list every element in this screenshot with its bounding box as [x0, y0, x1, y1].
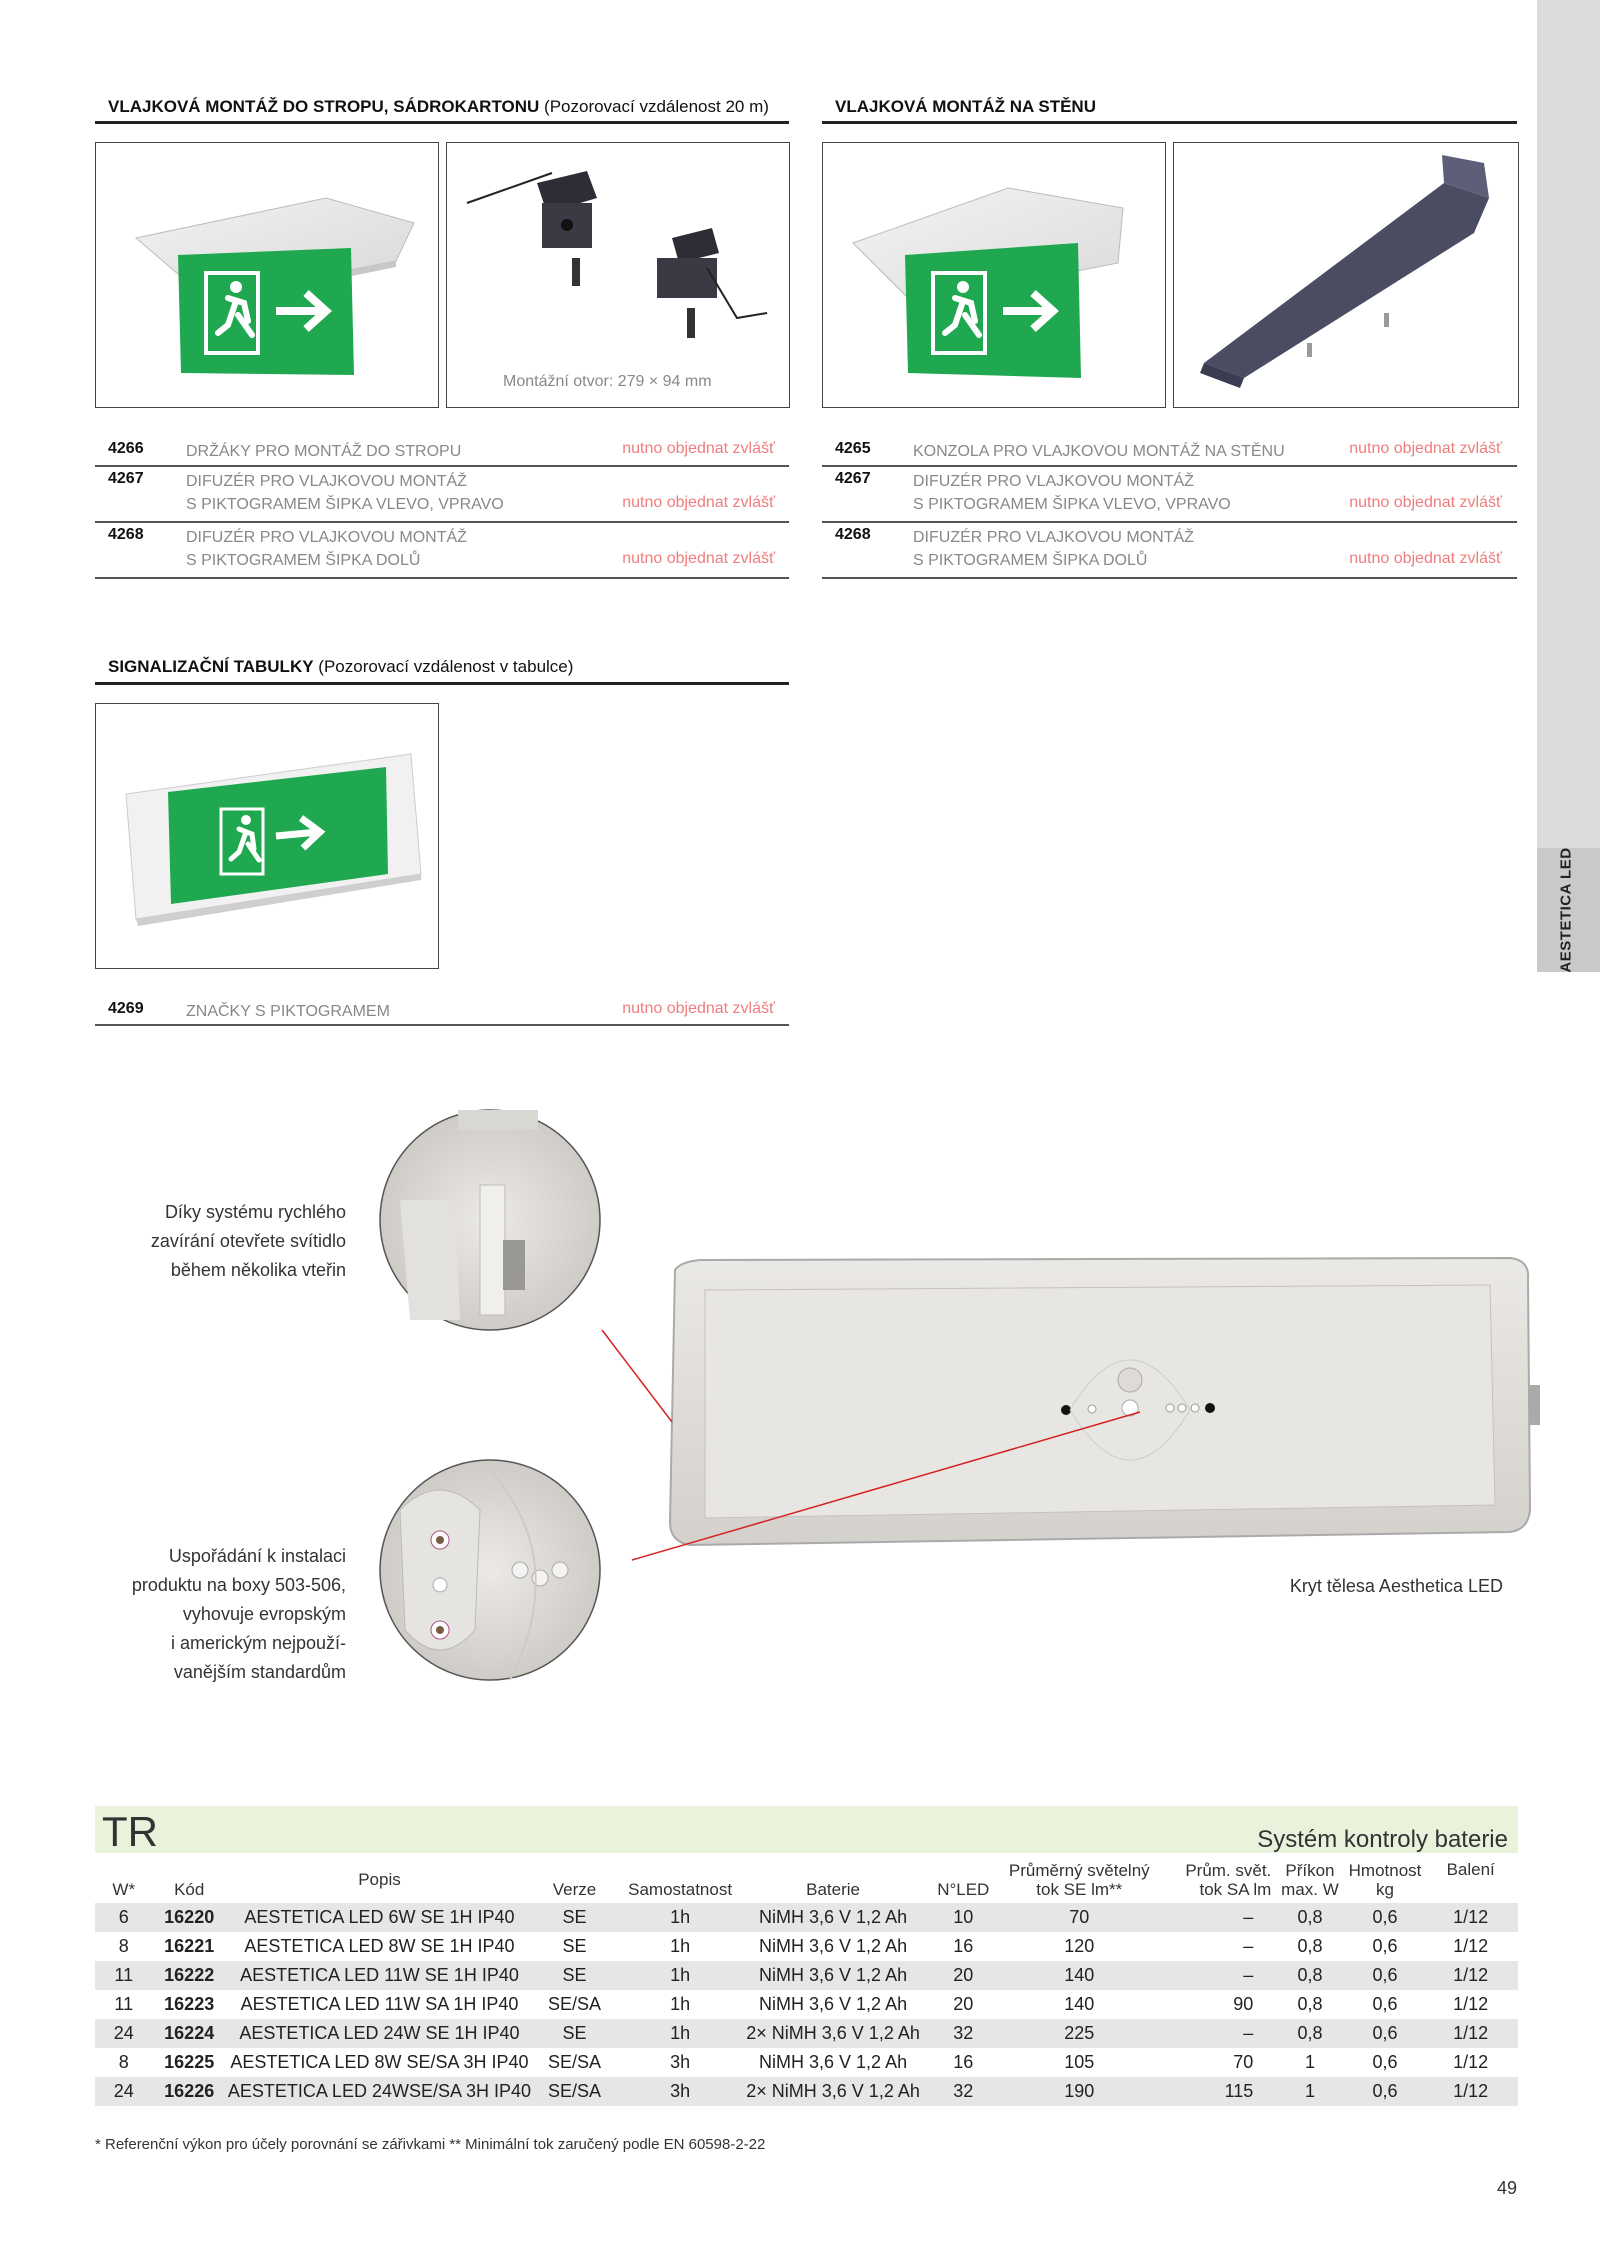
- table-cell-flux-se: 120: [1064, 1936, 1095, 1956]
- product-detail-illustration: [370, 1090, 1540, 1750]
- table-cell-nled: 32: [922, 2077, 1005, 2106]
- exit-sign-green-icon: [178, 248, 354, 375]
- table-cell-pack: 1/12: [1423, 1903, 1518, 1932]
- divider: [95, 521, 789, 523]
- exit-sign-green-icon: [905, 243, 1081, 378]
- table-cell-pack: 1/12: [1423, 2077, 1518, 2106]
- product-image-wall-sign: [822, 142, 1166, 408]
- section-title-signs: SIGNALIZAČNÍ TABULKY (Pozorovací vzdálenost v tabulce): [108, 657, 574, 676]
- table-cell-desc: AESTETICA LED 6W SE 1H IP40: [226, 1903, 533, 1932]
- table-cell-w: 8: [118, 1936, 129, 1956]
- table-cell-nled: 16: [953, 1936, 974, 1956]
- table-cell-flux-sa: –: [1154, 1903, 1273, 1932]
- table-cell-weight: 0,6: [1372, 2052, 1398, 2072]
- table-cell-flux-sa: –: [1154, 1961, 1273, 1990]
- table-cell-code: 16223: [164, 1994, 215, 2014]
- table-cell-battery: NiMH 3,6 V 1,2 Ah: [744, 1961, 922, 1990]
- table-cell-flux-se: 105: [1064, 2052, 1095, 2072]
- col-header: Průměrný světelný tok SE lm**: [1008, 1861, 1150, 1899]
- section-title-wall: VLAJKOVÁ MONTÁŽ NA STĚNU: [835, 97, 1096, 116]
- table-cell-autonomy: 1h: [616, 2019, 744, 2048]
- table-cell-weight: 0,6: [1347, 2019, 1424, 2048]
- table-row: [95, 2048, 1518, 2077]
- spec-table: [95, 1860, 1518, 2106]
- table-cell-w: 6: [95, 1903, 152, 1932]
- table-cell-pack: 1/12: [1453, 2052, 1489, 2072]
- table-cell-flux-sa: –: [1154, 2019, 1273, 2048]
- table-cell-weight: 0,6: [1372, 1936, 1398, 1956]
- table-cell-desc: AESTETICA LED 11W SE 1H IP40: [226, 1961, 533, 1990]
- table-cell-power: 1: [1273, 2077, 1346, 2106]
- table-cell-desc: AESTETICA LED 24W SE 1H IP40: [226, 2019, 533, 2048]
- housing-image: [670, 1258, 1540, 1545]
- table-cell-flux-sa: 115: [1154, 2077, 1273, 2106]
- table-cell-nled: 10: [922, 1903, 1005, 1932]
- table-cell-weight: 0,6: [1372, 1994, 1398, 2014]
- table-header-row: [95, 1860, 1518, 1903]
- table-cell-flux-sa: 70: [1233, 2052, 1254, 2072]
- table-cell-nled: 16: [953, 2052, 974, 2072]
- table-cell-battery: 2× NiMH 3,6 V 1,2 Ah: [744, 2077, 922, 2106]
- table-cell-flux-sa: –: [1243, 1936, 1254, 1956]
- divider: [95, 465, 789, 467]
- col-header: Kód: [174, 1880, 205, 1899]
- divider: [95, 1024, 789, 1026]
- table-cell-pack: 1/12: [1453, 1936, 1489, 1956]
- table-cell-autonomy: 1h: [616, 1961, 744, 1990]
- col-header: Popis: [358, 1870, 401, 1889]
- table-cell-autonomy: 1h: [670, 1936, 691, 1956]
- side-tab-label: AESTETICA LED: [1557, 847, 1575, 973]
- table-cell-flux-se: 70: [1005, 1903, 1154, 1932]
- table-row: [95, 2019, 1518, 2048]
- table-cell-version: SE: [562, 1936, 587, 1956]
- table-cell-version: SE: [533, 2019, 616, 2048]
- table-cell-battery: NiMH 3,6 V 1,2 Ah: [759, 1994, 908, 2014]
- table-cell-power: 0,8: [1297, 1994, 1323, 2014]
- table-cell-version: SE/SA: [547, 1994, 601, 2014]
- callout-cover: Kryt tělesa Aesthetica LED: [1289, 1576, 1503, 1596]
- table-cell-version: SE: [533, 1961, 616, 1990]
- table-cell-power: 0,8: [1273, 1903, 1346, 1932]
- table-cell-code: 16224: [152, 2019, 225, 2048]
- table-cell-weight: 0,6: [1347, 2077, 1424, 2106]
- table-row: [95, 1961, 1518, 1990]
- box-mount-detail-image: [380, 1460, 600, 1680]
- table-cell-code: 16220: [152, 1903, 225, 1932]
- col-header: Verze: [552, 1880, 597, 1899]
- table-cell-desc: AESTETICA LED 11W SA 1H IP40: [240, 1994, 519, 2014]
- mount-hole-caption: Montážní otvor: 279 × 94 mm: [503, 373, 712, 390]
- table-cell-version: SE/SA: [533, 2077, 616, 2106]
- table-cell-nled: 20: [922, 1961, 1005, 1990]
- table-cell-flux-se: 140: [1005, 1961, 1154, 1990]
- table-cell-code: 16225: [164, 2052, 215, 2072]
- table-cell-pack: 1/12: [1453, 1994, 1489, 2014]
- table-cell-flux-se: 225: [1005, 2019, 1154, 2048]
- table-cell-w: 24: [95, 2019, 152, 2048]
- table-cell-code: 16226: [152, 2077, 225, 2106]
- product-image-ceiling-brackets: [446, 142, 790, 408]
- table-row: [95, 1990, 1518, 2019]
- table-cell-w: 11: [114, 1994, 134, 2014]
- col-header: Balení: [1446, 1860, 1495, 1879]
- table-cell-autonomy: 3h: [616, 2077, 744, 2106]
- table-row: [95, 2077, 1518, 2106]
- table-cell-autonomy: 1h: [616, 1903, 744, 1932]
- table-cell-nled: 20: [953, 1994, 974, 2014]
- table-cell-power: 0,8: [1273, 2019, 1346, 2048]
- table-cell-flux-se: 140: [1064, 1994, 1095, 2014]
- col-header: W*: [112, 1880, 136, 1899]
- table-subtitle: Systém kontroly baterie: [1257, 1826, 1508, 1853]
- divider: [822, 577, 1517, 579]
- col-header: Příkon max. W: [1281, 1861, 1339, 1899]
- table-cell-weight: 0,6: [1347, 1903, 1424, 1932]
- table-cell-weight: 0,6: [1347, 1961, 1424, 1990]
- section-rule: [95, 682, 789, 685]
- table-cell-autonomy: 1h: [670, 1994, 691, 2014]
- section-title-ceiling: VLAJKOVÁ MONTÁŽ DO STROPU, SÁDROKARTONU (Pozorovací vzdálenost 20 m): [108, 97, 769, 116]
- table-cell-desc: AESTETICA LED 24WSE/SA 3H IP40: [226, 2077, 533, 2106]
- divider: [822, 521, 1517, 523]
- col-header: Hmotnost kg: [1348, 1861, 1422, 1899]
- table-cell-desc: AESTETICA LED 8W SE 1H IP40: [244, 1936, 515, 1956]
- side-tab: [1537, 0, 1600, 972]
- table-cell-pack: 1/12: [1423, 1961, 1518, 1990]
- table-row: [95, 1903, 1518, 1932]
- col-header: N°LED: [937, 1880, 990, 1899]
- table-cell-battery: 2× NiMH 3,6 V 1,2 Ah: [744, 2019, 922, 2048]
- table-cell-battery: NiMH 3,6 V 1,2 Ah: [759, 1936, 908, 1956]
- quick-close-detail-image: [380, 1110, 600, 1330]
- table-cell-w: 8: [118, 2052, 129, 2072]
- table-cell-power: 0,8: [1297, 1936, 1323, 1956]
- callout-box-mount: Uspořádání k instalaci produktu na boxy 503-506, vyhovuje evropským i americkým nejpouží- vanějším standardům: [131, 1546, 346, 1682]
- product-image-ceiling-sign: [95, 142, 439, 408]
- divider: [95, 577, 789, 579]
- table-cell-power: 1: [1304, 2052, 1315, 2072]
- table-title: TR: [102, 1808, 158, 1855]
- col-header: Samostatnost: [628, 1880, 733, 1899]
- col-header: Prům. svět. tok SA lm: [1185, 1861, 1272, 1899]
- footnote: * Referenční výkon pro účely porovnání se zářivkami ** Minimální tok zaručený podle EN 60598-2-22: [95, 2136, 766, 2153]
- table-cell-nled: 32: [922, 2019, 1005, 2048]
- section-rule: [95, 121, 789, 124]
- col-header: Baterie: [806, 1880, 860, 1899]
- table-cell-version: SE: [533, 1903, 616, 1932]
- table-cell-battery: NiMH 3,6 V 1,2 Ah: [759, 2052, 908, 2072]
- table-cell-version: SE/SA: [547, 2052, 601, 2072]
- table-cell-code: 16221: [164, 1936, 215, 1956]
- table-cell-desc: AESTETICA LED 8W SE/SA 3H IP40: [230, 2052, 529, 2072]
- table-cell-flux-sa: 90: [1233, 1994, 1254, 2014]
- table-cell-pack: 1/12: [1423, 2019, 1518, 2048]
- table-cell-flux-se: 190: [1005, 2077, 1154, 2106]
- table-row: [95, 1932, 1518, 1961]
- table-cell-autonomy: 3h: [670, 2052, 691, 2072]
- product-image-sign-panel: [95, 703, 439, 969]
- divider: [822, 465, 1517, 467]
- callout-quick-close: Díky systému rychlého zavírání otevřete svítidlo během několika vteřin: [150, 1202, 346, 1280]
- product-image-wall-bracket: [1173, 142, 1519, 408]
- section-rule: [822, 121, 1517, 124]
- table-cell-power: 0,8: [1273, 1961, 1346, 1990]
- table-cell-w: 24: [95, 2077, 152, 2106]
- page-number: 49: [1497, 2178, 1518, 2198]
- table-cell-code: 16222: [152, 1961, 225, 1990]
- table-cell-battery: NiMH 3,6 V 1,2 Ah: [744, 1903, 922, 1932]
- table-cell-w: 11: [95, 1961, 152, 1990]
